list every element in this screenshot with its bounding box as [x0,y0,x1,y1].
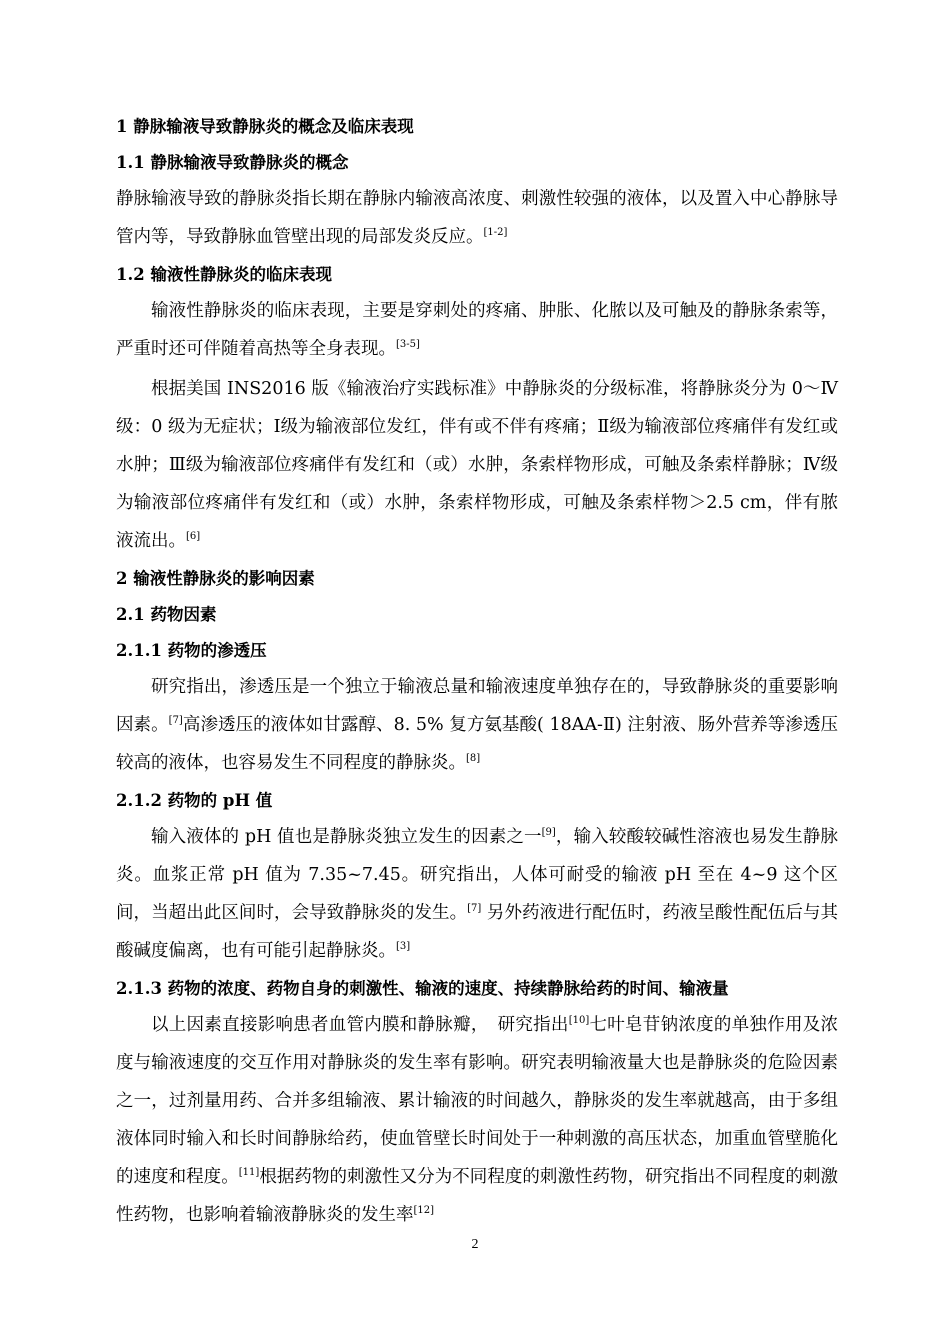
paragraph-text: 另外药液进行配伍时，药液呈酸性配伍后与其酸碱度偏离，也有可能引起静脉炎。 [116,903,839,961]
section-heading: 1.2 输液性静脉炎的临床表现 [116,265,332,284]
page-number: 2 [471,1237,479,1252]
citation-reference: [9] [541,827,556,839]
citation-reference: [11] [238,1167,260,1179]
citation-reference: [3-5] [396,339,420,351]
citation-reference: [6] [186,531,201,543]
paragraph-text: 以上因素直接影响患者血管内膜和静脉瓣， 研究指出 [151,1015,569,1035]
paragraph [116,668,838,782]
citation-reference: [3] [396,941,411,953]
citation-reference: [12] [413,1205,435,1217]
section-heading: 2.1.3 药物的浓度、药物自身的刺激性、输液的速度、持续静脉给药的时间、输液量 [116,979,729,998]
paragraph [116,180,838,256]
section-heading: 1 静脉输液导致静脉炎的概念及临床表现 [116,117,414,136]
paragraph-text: 根据药物的刺激性又分为不同程度的刺激性药物，研究指出不同程度的刺激性药物，也影响着输液静脉炎的发生率 [116,1167,839,1225]
section-heading: 2 输液性静脉炎的影响因素 [116,569,315,588]
paragraph [116,818,838,970]
paragraph-text: 高渗透压的液体如甘露醇、8. 5% 复方氨基酸( 18AA-Ⅱ) 注射液、肠外营养等渗透压较高的液体，也容易发生不同程度的静脉炎。 [116,715,839,773]
section-heading: 1.1 静脉输液导致静脉炎的概念 [116,153,349,172]
paragraph-text: 七叶皂苷钠浓度的单独作用及浓度与输液速度的交互作用对静脉炎的发生率有影响。研究表明输液量大也是静脉炎的危险因素之一，过剂量用药、合并多组输液、累计输液的时间越久，静脉炎的发生率就越高，由于多组液体同时输入和长时间静脉给药，使血管壁长时间处于一种刺激的高压状态，加重血管壁脆化的速度和程度。 [116,1015,838,1187]
paragraph [116,292,838,368]
paragraph [116,370,838,560]
document-body [116,110,838,1236]
citation-reference: [1-2] [483,227,508,239]
citation-reference: [8] [466,753,481,765]
section-heading: 2.1 药物因素 [116,605,217,624]
section-heading: 2.1.1 药物的渗透压 [116,641,267,660]
citation-reference: [10] [568,1015,590,1027]
paragraph-text: 静脉输液导致的静脉炎指长期在静脉内输液高浓度、刺激性较强的液体，以及置入中心静脉导管内等，导致静脉血管壁出现的局部发炎反应。 [116,189,838,247]
paragraph-text: 研究指出，渗透压是一个独立于输液总量和输液速度单独存在的，导致静脉炎的重要影响因素。 [116,677,838,735]
paragraph-text: 输入液体的 pH 值也是静脉炎独立发生的因素之一 [151,827,542,847]
paragraph-text: ，输入较酸较碱性溶液也易发生静脉炎。血浆正常 pH 值为 7.35~7.45。研究指出，人体可耐受的输液 pH 至在 4~9 这个区间，当超出此区间时，会导致静脉炎的发生。 [116,827,838,923]
citation-reference: [7] [168,715,183,727]
section-heading: 2.1.2 药物的 pH 值 [116,791,273,810]
paragraph [116,1006,838,1234]
paragraph-text: 根据美国 INS2016 版《输液治疗实践标准》中静脉炎的分级标准，将静脉炎分为 0～Ⅳ级：0 级为无症状；Ⅰ级为输液部位发红，伴有或不伴有疼痛；Ⅱ级为输液部位疼痛伴有发红或水肿；Ⅲ级为输液部位疼痛伴有发红和（或）水肿，条索样物形成，可触及条索样静脉；Ⅳ级为输液部位疼痛伴有发红和（或）水肿，条索样物形成，可触及条索样物＞2.5 cm，伴有脓液流出。 [116,379,838,551]
citation-reference: [7] [467,903,482,915]
paragraph-text: 输液性静脉炎的临床表现，主要是穿刺处的疼痛、肿胀、化脓以及可触及的静脉条索等，严重时还可伴随着高热等全身表现。 [116,301,838,359]
